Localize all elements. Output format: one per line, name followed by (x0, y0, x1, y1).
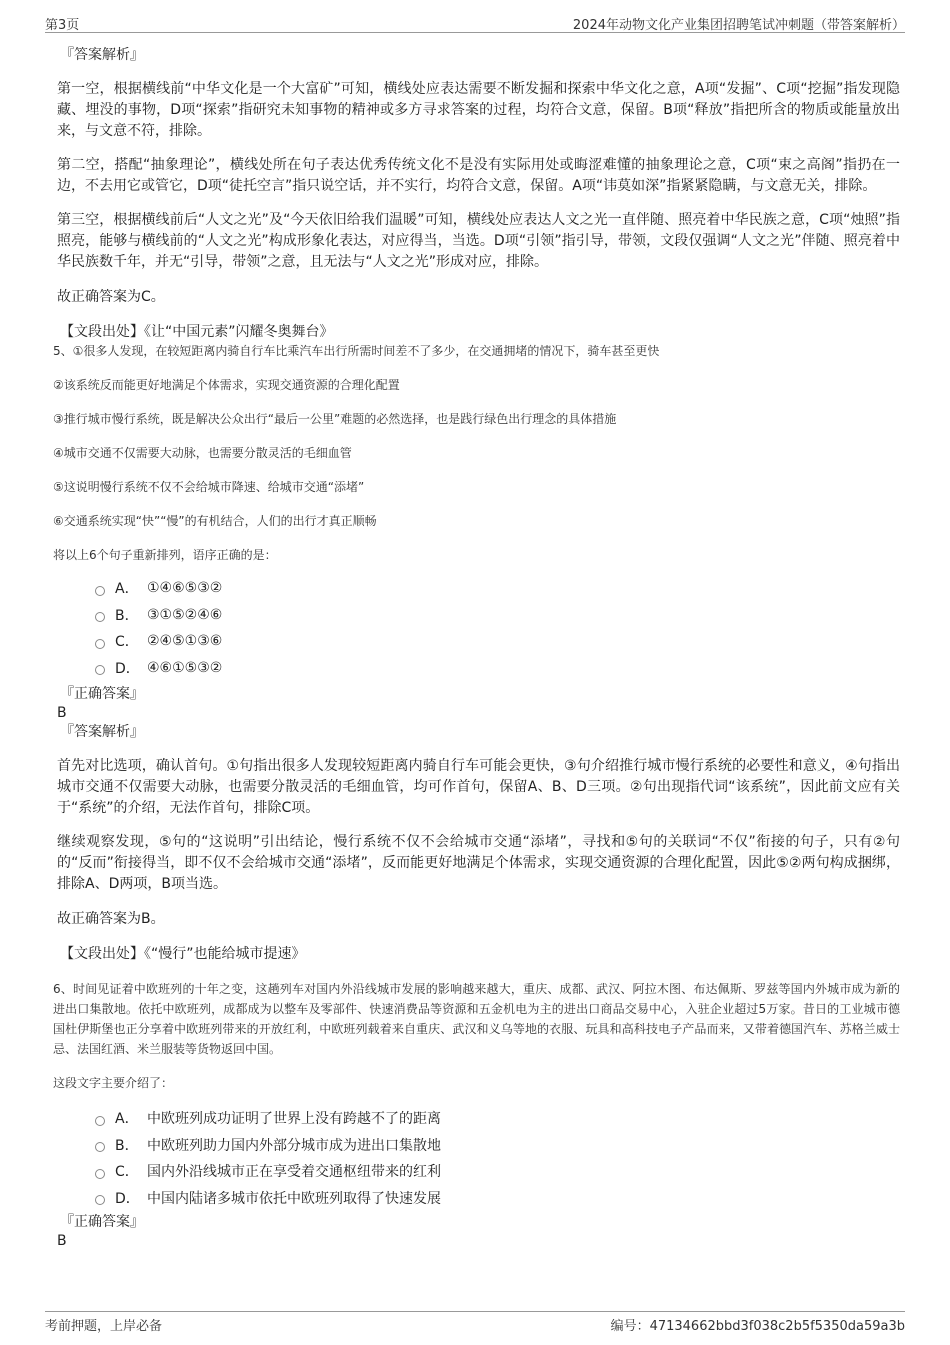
q4-analysis-para: 第二空，搭配“抽象理论”，横线处所在句子表达优秀传统文化不是没有实际用处或晦涩难懂的抽象理论之意，C项“束之高阁”指扔在一边，不去用它或管它，D项“徒托空言”指只说空话，并不实行，均符合文意，保留。A项“讳莫如深”指紧紧隐瞒，与文意无关，排除。 (57, 157, 900, 194)
option-text: 中欧班列助力国内外部分城市成为进出口集散地 (147, 1137, 441, 1154)
q6-options (95, 1105, 900, 1211)
option-text: ③①⑤②④⑥ (147, 606, 223, 623)
page-number: 第3页 (45, 18, 80, 33)
q5-analysis-para: 继续观察发现，⑤句的“这说明”引出结论，慢行系统不仅不会给城市交通“添堵”，寻找和⑤句的关联词“不仅”衔接的句子，只有②句的“反而”衔接得当，即不仅不会给城市交通“添堵”，反而能更好地满足个体需求，实现交通资源的合理化配置，因此⑤②两句构成捆绑，排除A、D两项，B项当选。 (57, 834, 900, 892)
option-letter: B． (115, 607, 139, 624)
q6-answer-label: 『正确答案』 (60, 1214, 144, 1230)
q5-sentence: ③推行城市慢行系统，既是解决公众出行“最后一公里”难题的必然选择，也是践行绿色出行理念的具体措施 (53, 412, 617, 426)
option-text: ④⑥①⑤③② (147, 659, 223, 676)
radio-icon[interactable] (95, 1142, 105, 1152)
radio-icon[interactable] (95, 1169, 105, 1179)
q4-source: 【文段出处】《让“中国元素”闪耀冬奥舞台》 (60, 324, 334, 340)
option-text: 中国内陆诸多城市依托中欧班列取得了快速发展 (147, 1190, 441, 1207)
q5-option-c[interactable] (95, 628, 900, 655)
q4-conclusion: 故正确答案为C。 (57, 289, 165, 305)
option-letter: C． (115, 1164, 139, 1181)
option-text: ①④⑥⑤③② (147, 580, 223, 597)
option-letter: A． (115, 1111, 139, 1128)
q6-option-a[interactable] (95, 1105, 900, 1132)
q6-option-b[interactable] (95, 1132, 900, 1159)
q5-analysis-label: 『答案解析』 (60, 724, 144, 740)
radio-icon[interactable] (95, 665, 105, 675)
option-text: 国内外沿线城市正在享受着交通枢纽带来的红利 (147, 1164, 441, 1181)
page-footer (45, 1311, 905, 1332)
q5-sentence: 5、①很多人发现，在较短距离内骑自行车比乘汽车出行所需时间差不了多少，在交通拥堵的情况下，骑车甚至更快 (53, 344, 660, 358)
option-letter: A． (115, 581, 139, 598)
q4-analysis-para: 第一空，根据横线前“中华文化是一个大富矿”可知，横线处应表达需要不断发掘和探索中华文化之意，A项“发掘”、C项“挖掘”指发现隐藏、埋没的事物，D项“探索”指研究未知事物的精神或多方寻求答案的过程，均符合文意，保留。B项“释放”指把所含的物质或能量放出来，与文意不符，排除。 (57, 81, 900, 139)
q6-option-c[interactable] (95, 1158, 900, 1185)
q5-source: 【文段出处】《“慢行”也能给城市提速》 (60, 946, 306, 962)
radio-icon[interactable] (95, 612, 105, 622)
option-text: ②④⑤①③⑥ (147, 633, 223, 650)
document-id: 编号：47134662bbd3f038c2b5f5350da59a3b (610, 1319, 905, 1334)
q5-sentence: ②该系统反而能更好地满足个体需求，实现交通资源的合理化配置 (53, 378, 400, 392)
option-letter: D． (115, 1190, 140, 1207)
q5-analysis-para: 首先对比选项，确认首句。①句指出很多人发现较短距离内骑自行车可能会更快，③句介绍推行城市慢行系统的必要性和意义，④句指出城市交通不仅需要大动脉，也需要分散灵活的毛细血管，均可作首句，保留A、B、D三项。②句出现指代词“该系统”，因此前文应有关于“系统”的介绍，无法作首句，排除C项。 (57, 758, 900, 816)
q5-sentence: ⑥交通系统实现“快”“慢”的有机结合，人们的出行才真正顺畅 (53, 514, 377, 528)
page-header (45, 12, 905, 33)
q5-options (95, 575, 900, 681)
q5-stem (53, 341, 900, 565)
footer-slogan: 考前押题，上岸必备 (45, 1319, 163, 1334)
q5-answer: B (57, 705, 67, 721)
q6-option-d[interactable] (95, 1185, 900, 1212)
q6-answer: B (57, 1233, 67, 1249)
q5-option-a[interactable] (95, 575, 900, 602)
q5-sentence: ④城市交通不仅需要大动脉，也需要分散灵活的毛细血管 (53, 446, 352, 460)
radio-icon[interactable] (95, 639, 105, 649)
option-letter: B． (115, 1137, 139, 1154)
q6-prompt: 这段文字主要介绍了： (53, 1076, 174, 1090)
q5-option-b[interactable] (95, 602, 900, 629)
q5-option-d[interactable] (95, 655, 900, 682)
q6-stem: 6、时间见证着中欧班列的十年之变，这趟列车对国内外沿线城市发展的影响越来越大，重庆、成都、武汉、阿拉木图、布达佩斯、罗兹等国内外城市成为新的进出口集散地。依托中欧班列，成都成为以整车及零部件、快速消费品等资源和五金机电为主的进出口商品交易中心，入驻企业超过5万家。昔日的工业城市德国杜伊斯堡也正分享着中欧班列带来的开放红利，中欧班列载着来自重庆、武汉和义乌等地的衣服、玩具和高科技电子产品而来，又带着德国汽车、苏格兰威士忌、法国红酒、米兰服装等货物返回中国。 (53, 982, 900, 1056)
option-text: 中欧班列成功证明了世界上没有跨越不了的距离 (147, 1111, 441, 1128)
option-letter: D． (115, 660, 140, 677)
q4-analysis-para: 第三空，根据横线前后“人文之光”及“今天依旧给我们温暖”可知，横线处应表达人文之光一直伴随、照亮着中华民族之意，C项“烛照”指照亮，能够与横线前的“人文之光”构成形象化表达，对应得当，当选。D项“引领”指引导，带领，文段仅强调“人文之光”伴随、照亮着中华民族数千年，并无“引导，带领”之意，且无法与“人文之光”形成对应，排除。 (57, 212, 900, 270)
q5-conclusion: 故正确答案为B。 (57, 911, 165, 927)
q4-analysis-label: 『答案解析』 (60, 47, 144, 63)
radio-icon[interactable] (95, 586, 105, 596)
radio-icon[interactable] (95, 1195, 105, 1205)
page-content (55, 45, 900, 1251)
radio-icon[interactable] (95, 1116, 105, 1126)
option-letter: C． (115, 634, 139, 651)
document-title: 2024年动物文化产业集团招聘笔试冲刺题（带答案解析） (572, 18, 905, 33)
q5-sentence: ⑤这说明慢行系统不仅不会给城市降速、给城市交通“添堵” (53, 480, 365, 494)
q5-answer-label: 『正确答案』 (60, 686, 144, 702)
q5-prompt: 将以上6个句子重新排列，语序正确的是： (53, 548, 277, 562)
